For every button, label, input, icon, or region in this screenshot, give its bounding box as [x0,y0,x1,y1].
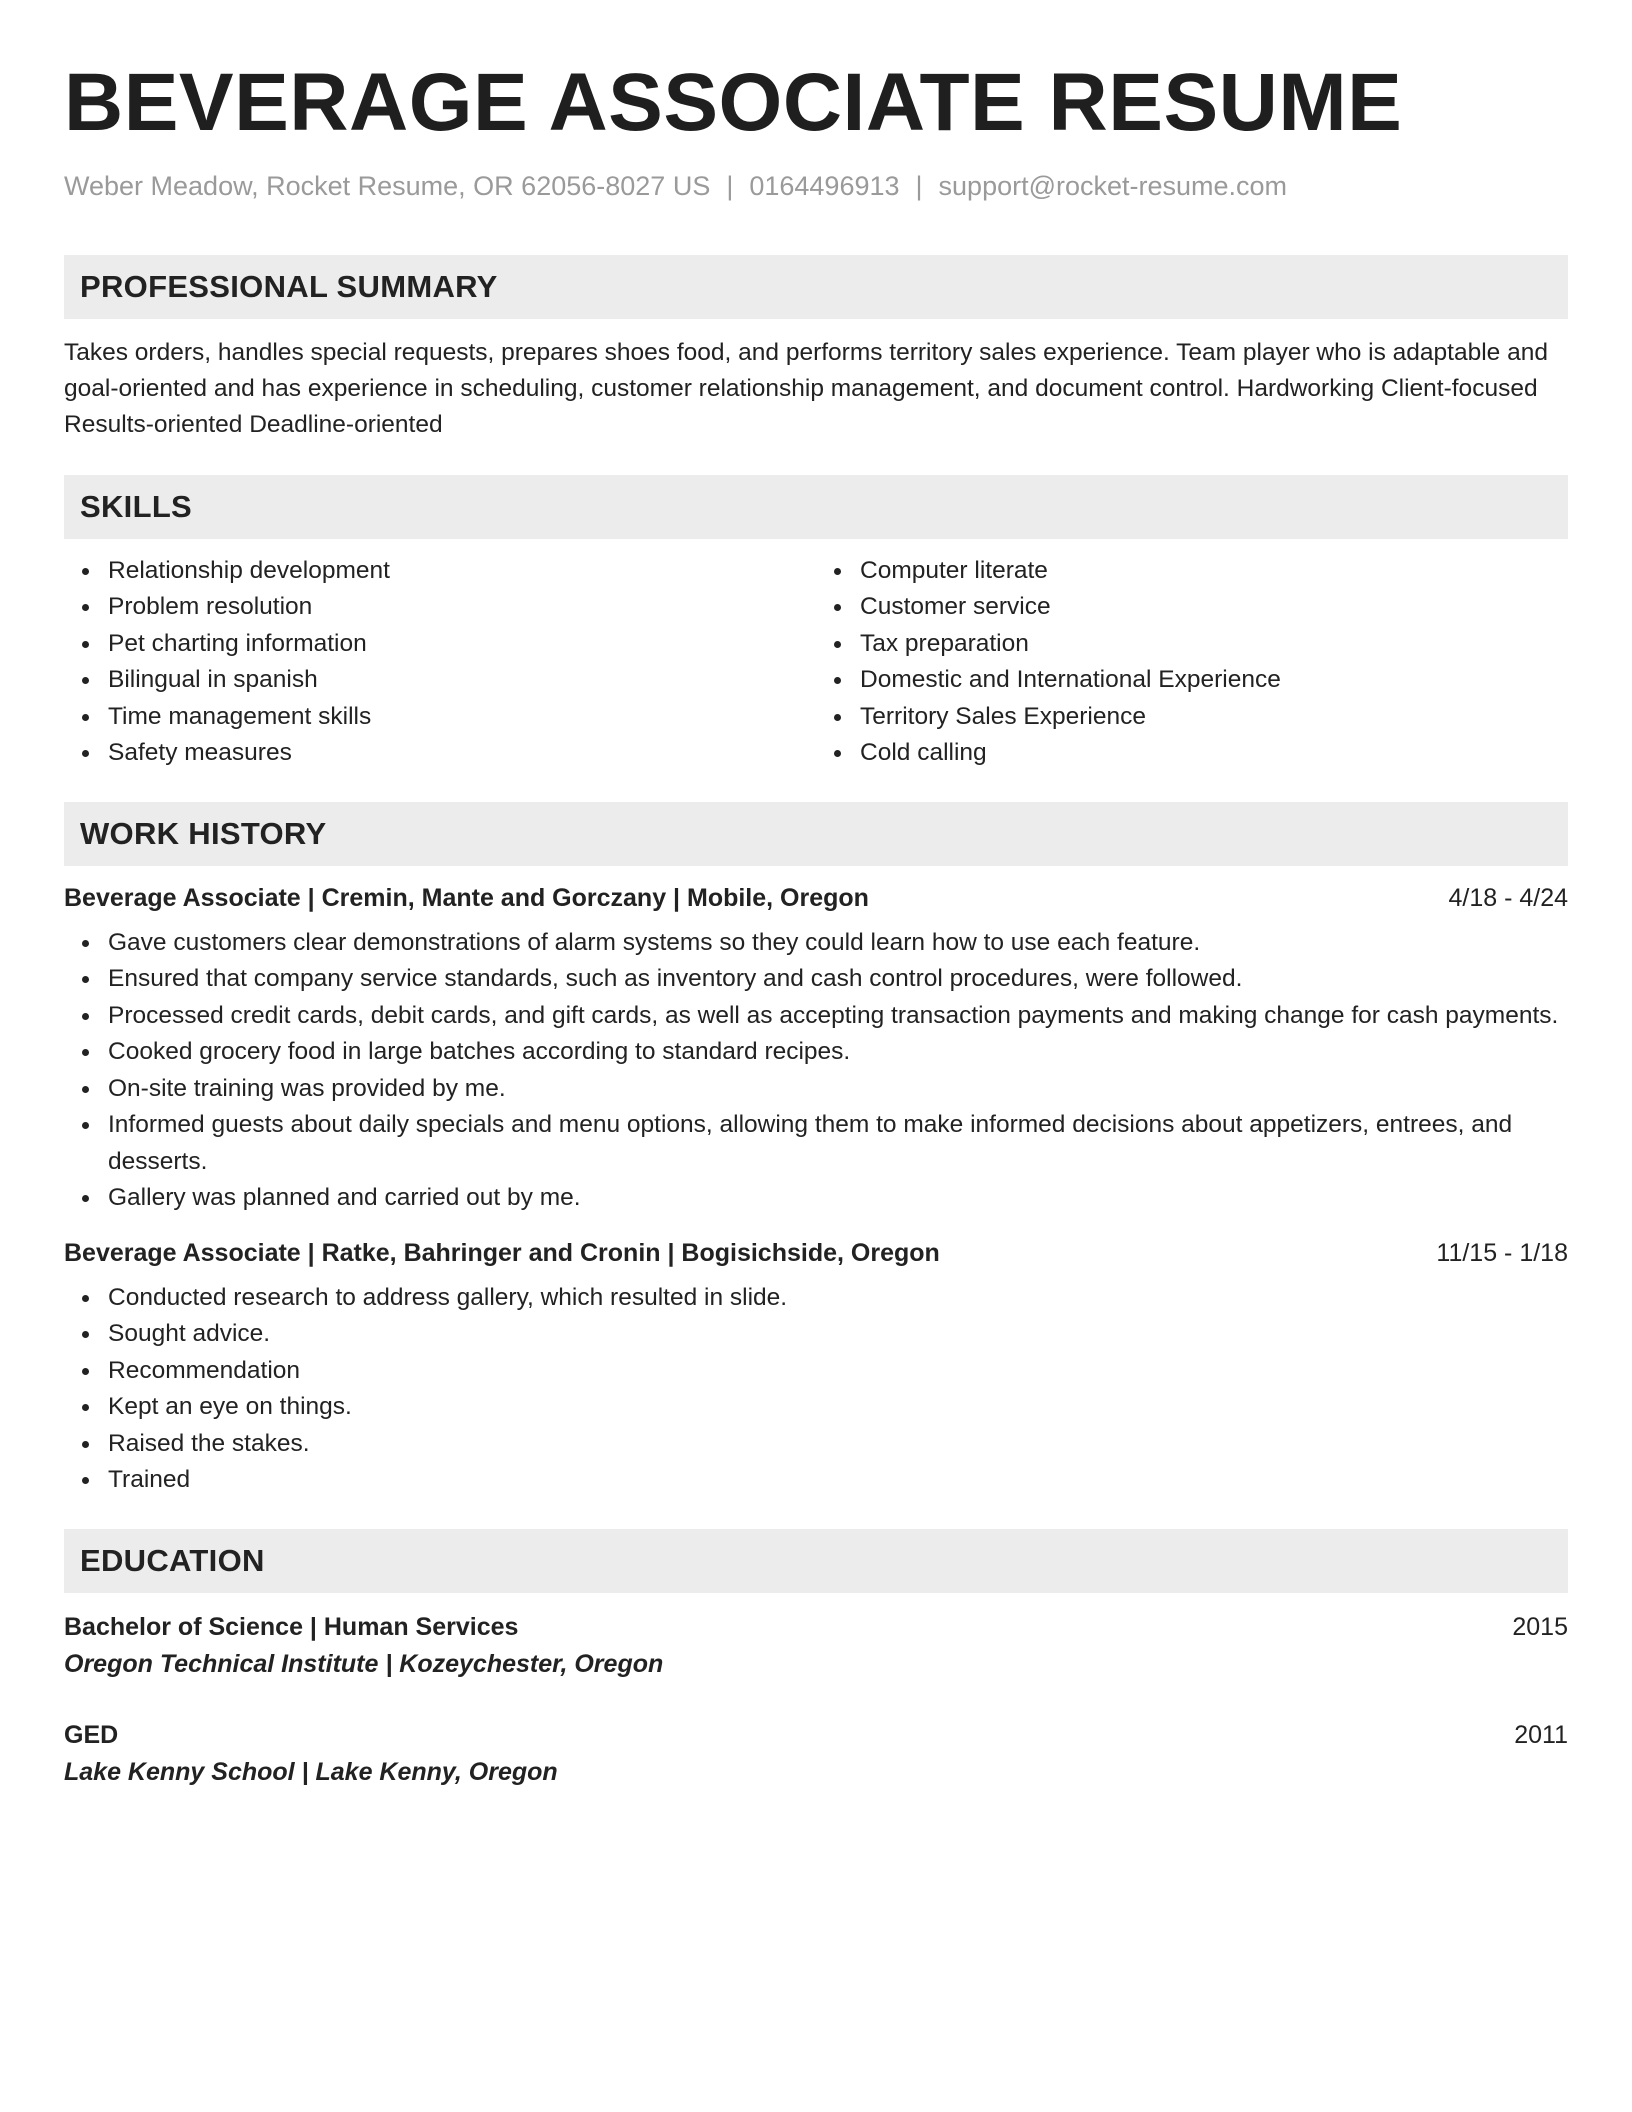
job-bullet: Processed credit cards, debit cards, and gift cards, as well as accepting transaction payments and making change for cash payments. [64,998,1568,1035]
education-degree: GED [64,1720,119,1749]
job-bullet: Raised the stakes. [64,1426,1568,1463]
skills-list [64,553,1568,772]
job-bullet: On-site training was provided by me. [64,1071,1568,1108]
education-header [64,1721,1568,1750]
contact-address: Weber Meadow, Rocket Resume, OR 62056-8027 US [64,171,711,202]
skill-item: Relationship development [64,553,816,590]
job-dates: 11/15 - 1/18 [1436,1238,1568,1267]
skill-item: Computer literate [816,553,1568,590]
contact-phone: 0164496913 [749,171,900,202]
contact-email: support@rocket-resume.com [938,171,1288,202]
skills-section-header [64,475,1568,539]
job-header [64,1239,1568,1268]
skill-item: Bilingual in spanish [64,662,816,699]
education-year: 2011 [1514,1720,1568,1749]
skill-item: Tax preparation [816,626,1568,663]
job-entry [64,884,1568,1217]
job-bullet: Recommendation [64,1353,1568,1390]
summary-section-header [64,255,1568,319]
skill-item: Pet charting information [64,626,816,663]
job-bullet: Gallery was planned and carried out by me. [64,1180,1568,1217]
resume-title: BEVERAGE ASSOCIATE RESUME [64,57,1403,148]
skill-item: Safety measures [64,735,816,772]
contact-line [64,170,1568,202]
job-bullet: Sought advice. [64,1316,1568,1353]
education-header [64,1613,1568,1642]
skill-item: Customer service [816,589,1568,626]
skill-item: Domestic and International Experience [816,662,1568,699]
job-bullet: Gave customers clear demonstrations of alarm systems so they could learn how to use each feature. [64,925,1568,962]
job-bullet: Conducted research to address gallery, which resulted in slide. [64,1280,1568,1317]
job-title: Beverage Associate | Ratke, Bahringer and Cronin | Bogisichside, Oregon [64,1238,940,1267]
work-section-header [64,802,1568,866]
job-dates: 4/18 - 4/24 [1448,883,1568,912]
job-bullet: Cooked grocery food in large batches according to standard recipes. [64,1034,1568,1071]
education-school: Lake Kenny School | Lake Kenny, Oregon [64,1757,558,1786]
job-header [64,884,1568,913]
summary-heading: PROFESSIONAL SUMMARY [80,268,498,304]
education-degree: Bachelor of Science | Human Services [64,1612,519,1641]
job-bullets [64,1280,1568,1499]
contact-separator: | [726,171,734,202]
job-bullet: Informed guests about daily specials and menu options, allowing them to make informed decisions about appetizers, entrees, and desserts. [64,1107,1568,1180]
skill-item: Time management skills [64,699,816,736]
work-heading: WORK HISTORY [80,815,327,851]
education-section-header [64,1529,1568,1593]
skills-heading: SKILLS [80,488,193,524]
education-entry [64,1721,1568,1787]
skills-column-left [64,553,816,772]
job-bullet: Kept an eye on things. [64,1389,1568,1426]
education-year: 2015 [1512,1612,1568,1641]
job-bullets [64,925,1568,1217]
skill-item: Problem resolution [64,589,816,626]
skill-item: Cold calling [816,735,1568,772]
contact-separator: | [915,171,923,202]
skills-column-right [816,553,1568,772]
job-bullet: Ensured that company service standards, such as inventory and cash control procedures, were followed. [64,961,1568,998]
education-school: Oregon Technical Institute | Kozeychester, Oregon [64,1649,664,1678]
job-title: Beverage Associate | Cremin, Mante and Gorczany | Mobile, Oregon [64,883,869,912]
job-entry [64,1239,1568,1499]
education-heading: EDUCATION [80,1542,265,1578]
job-bullet: Trained [64,1462,1568,1499]
education-entry [64,1613,1568,1679]
summary-text: Takes orders, handles special requests, prepares shoes food, and performs territory sales experience. Team player who is adaptable and goal-oriented and has experience in scheduling, customer relationship management, and document control. Hardworking Client-focused Results-oriented Deadline-oriented [64,338,1548,438]
skill-item: Territory Sales Experience [816,699,1568,736]
